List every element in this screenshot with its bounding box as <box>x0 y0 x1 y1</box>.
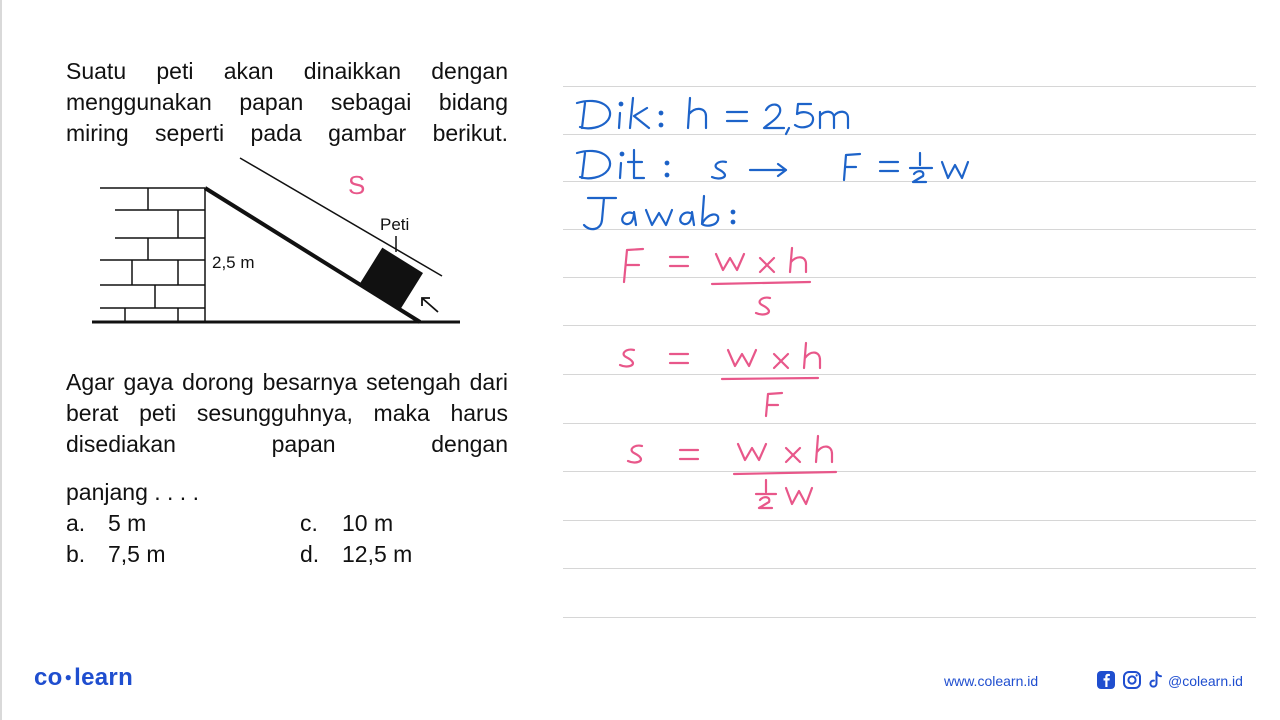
height-label: 2,5 m <box>212 253 255 272</box>
handwriting-eq3 <box>628 436 836 508</box>
option-b: b. 7,5 m <box>66 541 166 567</box>
facebook-icon[interactable] <box>1096 670 1116 690</box>
question-intro: Suatu peti akan dinaikkan dengan menggunakan papan sebagai bidang miring seperti pada gambar berikut. <box>66 58 508 146</box>
instagram-icon[interactable] <box>1122 670 1142 690</box>
handwriting-eq2 <box>620 343 820 416</box>
handwriting-line-dit <box>577 150 968 182</box>
handwriting-line-jawab <box>584 196 734 229</box>
question-last-line: panjang . . . . <box>66 479 199 505</box>
handwriting-line-dik <box>577 98 848 134</box>
handwriting-eq1 <box>624 248 810 314</box>
question-body: Agar gaya dorong besarnya setengah dari berat peti sesungguhnya, maka harus disediakan papan dengan <box>66 369 508 457</box>
website-link[interactable]: www.colearn.id <box>944 673 1039 689</box>
colearn-logo: co ●learn <box>34 664 134 691</box>
logo-dot: ● <box>64 670 73 684</box>
tiktok-icon[interactable] <box>1146 670 1166 690</box>
social-handle[interactable]: @colearn.id <box>1168 673 1243 689</box>
box-label: Peti <box>380 215 410 234</box>
option-c: c. 10 m <box>300 510 394 536</box>
option-d: d. 12,5 m <box>300 541 413 567</box>
option-a: a. 5 m <box>66 510 147 536</box>
slope-label: S <box>348 170 366 200</box>
